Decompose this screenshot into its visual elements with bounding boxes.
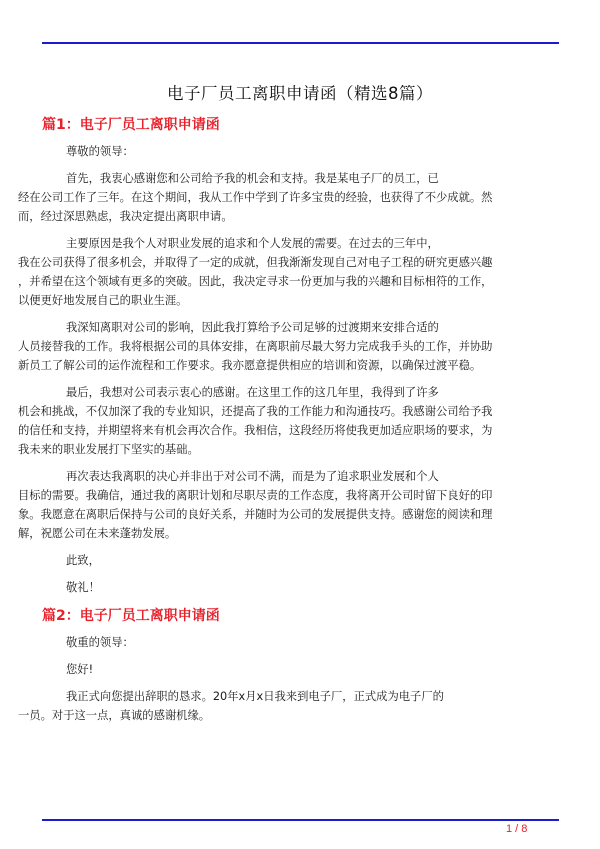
text-line: 我未来的职业发展打下坚实的基础。 — [18, 443, 199, 456]
text-line: 最后，我想对公司表示衷心的感谢。在这里工作的这几年里，我得到了许多 — [66, 386, 439, 399]
paragraph — [18, 234, 560, 310]
header-rule — [42, 42, 559, 44]
text-line: ，并希望在这个领域有更多的突破。因此，我决定寻求一份更加与我的兴趣和目标相符的工作， — [18, 275, 493, 288]
text-line: 再次表达我离职的决心并非出于对公司不满，而是为了追求职业发展和个人 — [66, 470, 439, 483]
text-line: 主要原因是我个人对职业发展的追求和个人发展的需要。在过去的三年中， — [66, 237, 439, 250]
paragraph — [18, 383, 560, 459]
document-title: 电子厂员工离职申请函（精选8篇） — [167, 84, 433, 103]
text-line: 尊敬的领导： — [66, 145, 134, 158]
text-line: 目标的需要。我确信，通过我的离职计划和尽职尽责的工作态度，我将离开公司时留下良好的印 — [18, 489, 493, 502]
text-line: 人员接替我的工作。我将根据公司的具体安排，在离职前尽最大努力完成我手头的工作，并协助 — [18, 340, 493, 353]
section-heading-2: 篇2：电子厂员工离职申请函 — [42, 608, 220, 624]
text-line: 新员工了解公司的运作流程和工作要求。我亦愿意提供相应的培训和资源，以确保过渡平稳。 — [18, 359, 482, 372]
paragraph-closing — [42, 551, 560, 570]
paragraph — [18, 467, 560, 543]
paragraph — [18, 169, 560, 226]
paragraph — [18, 318, 560, 375]
text-line: 而，经过深思熟虑，我决定提出离职申请。 — [18, 210, 233, 223]
paragraph-salutation — [42, 633, 560, 652]
text-line: 以便更好地发展自己的职业生涯。 — [18, 294, 188, 307]
text-line: 我在公司获得了很多机会，并取得了一定的成就，但我渐渐发现自己对电子工程的研究更感兴趣 — [18, 256, 493, 269]
paragraph-regards — [42, 578, 560, 597]
text-line: 此致， — [66, 554, 100, 567]
paragraph-salutation — [42, 142, 560, 161]
text-line: 象。我愿意在离职后保持与公司的良好关系，并随时为公司的发展提供支持。感谢您的阅读和理 — [18, 508, 493, 521]
text-line: 机会和挑战，不仅加深了我的专业知识，还提高了我的工作能力和沟通技巧。我感谢公司给予我 — [18, 405, 493, 418]
page-number: 1 / 8 — [506, 823, 528, 835]
text-line: 敬礼！ — [66, 581, 100, 594]
text-line: 敬重的领导： — [66, 636, 134, 649]
text-line: 我深知离职对公司的影响，因此我打算给予公司足够的过渡期来安排合适的 — [66, 321, 439, 334]
text-line: 您好! — [66, 663, 94, 676]
text-line: 解，祝愿公司在未来蓬勃发展。 — [18, 527, 177, 540]
section-heading-1: 篇1：电子厂员工离职申请函 — [42, 117, 220, 133]
text-line: 的信任和支持，并期望将来有机会再次合作。我相信，这段经历将使我更加适应职场的要求，为 — [18, 424, 493, 437]
footer-rule — [42, 819, 559, 821]
text-line: 一员。对于这一点，真诚的感谢机缘。 — [18, 709, 211, 722]
text-line: 首先，我衷心感谢您和公司给予我的机会和支持。我是某电子厂的员工，已 — [66, 172, 439, 185]
text-line: 我正式向您提出辞职的恳求。20年x月x日我来到电子厂，正式成为电子厂的 — [66, 690, 444, 703]
paragraph — [18, 687, 560, 725]
document-body — [18, 112, 560, 733]
text-line: 经在公司工作了三年。在这个期间，我从工作中学到了许多宝贵的经验，也获得了不少成就。然 — [18, 191, 493, 204]
paragraph-greeting — [42, 660, 560, 679]
